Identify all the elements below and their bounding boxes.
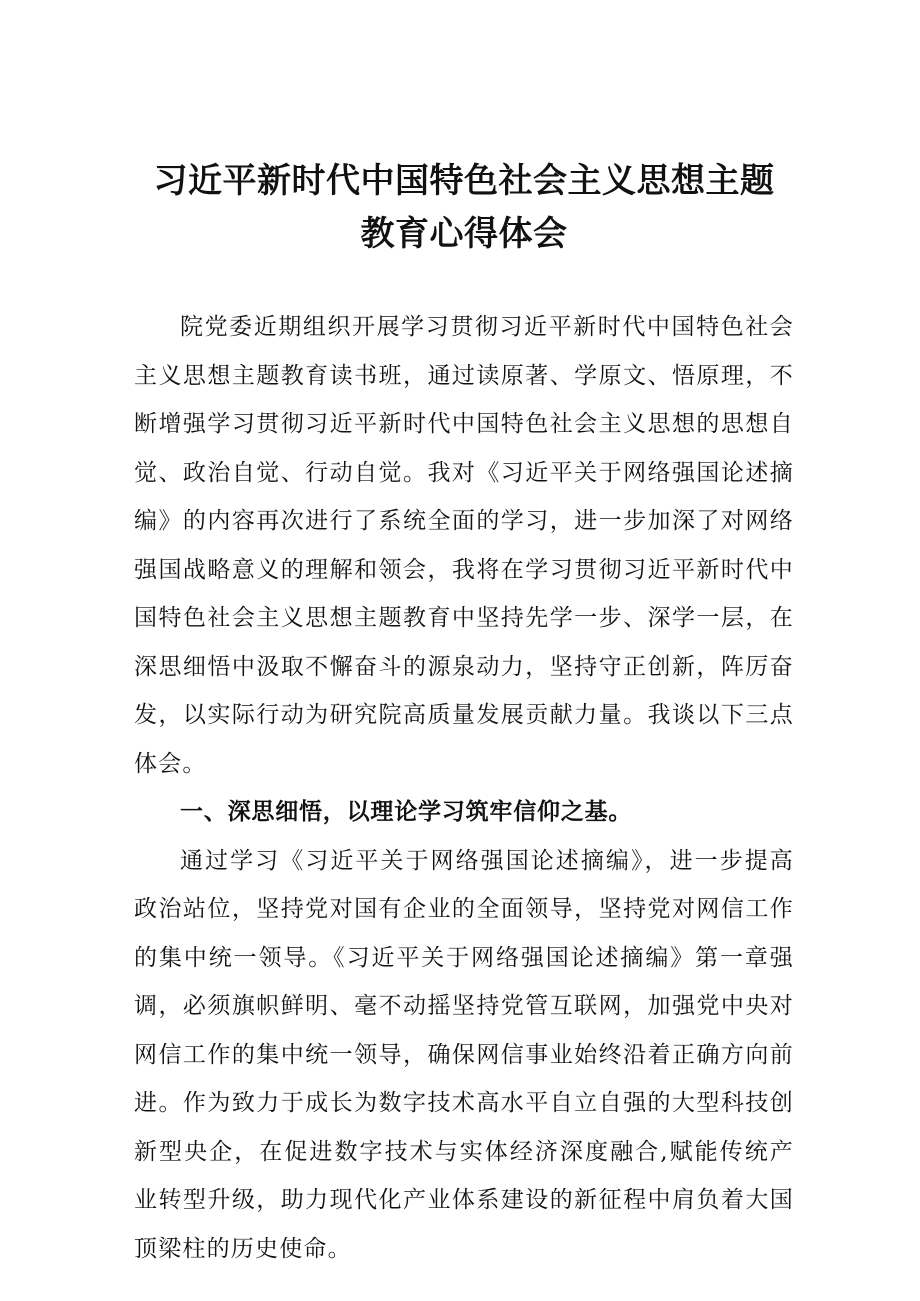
- document-title-line-1: 习近平新时代中国特色社会主义思想主题: [153, 161, 775, 201]
- section-heading-1: 一、深思细悟，以理论学习筑牢信仰之基。: [180, 799, 633, 825]
- intro-paragraph: 院党委近期组织开展学习贯彻习近平新时代中国特色社会主义思想主题教育读书班，通过读原著、学原文、悟原理，不断增强学习贯彻习近平新时代中国特色社会主义思想的思想自觉、政治自觉、行动自觉。我对《习近平关于网络强国论述摘编》的内容再次进行了系统全面的学习，进一步加深了对网络强国战略意义的理解和领会，我将在学习贯彻习近平新时代中国特色社会主义思想主题教育中坚持先学一步、深学一层，在深思细悟中汲取不懈奋斗的源泉动力，坚持守正创新，阵厉奋发，以实际行动为研究院高质量发展贡献力量。我谈以下三点体会。: [134, 314, 794, 777]
- document-title: [134, 0, 794, 261]
- section-1-paragraph: 通过学习《习近平关于网络强国论述摘编》，进一步提高政治站位，坚持党对国有企业的全面领导，坚持党对网信工作的集中统一领导。《习近平关于网络强国论述摘编》第一章强调，必须旗帜鲜明、毫不动摇坚持党管互联网，加强党中央对网信工作的集中统一领导，确保网信事业始终沿着正确方向前进。作为致力于成长为数字技术高水平自立自强的大型科技创新型央企，在促进数字技术与实体经济深度融合,赋能传统产业转型升级，助力现代化产业体系建设的新征程中肩负着大国顶梁柱的历史使命。: [134, 847, 794, 1262]
- document-title-line-2: 教育心得体会: [360, 214, 568, 254]
